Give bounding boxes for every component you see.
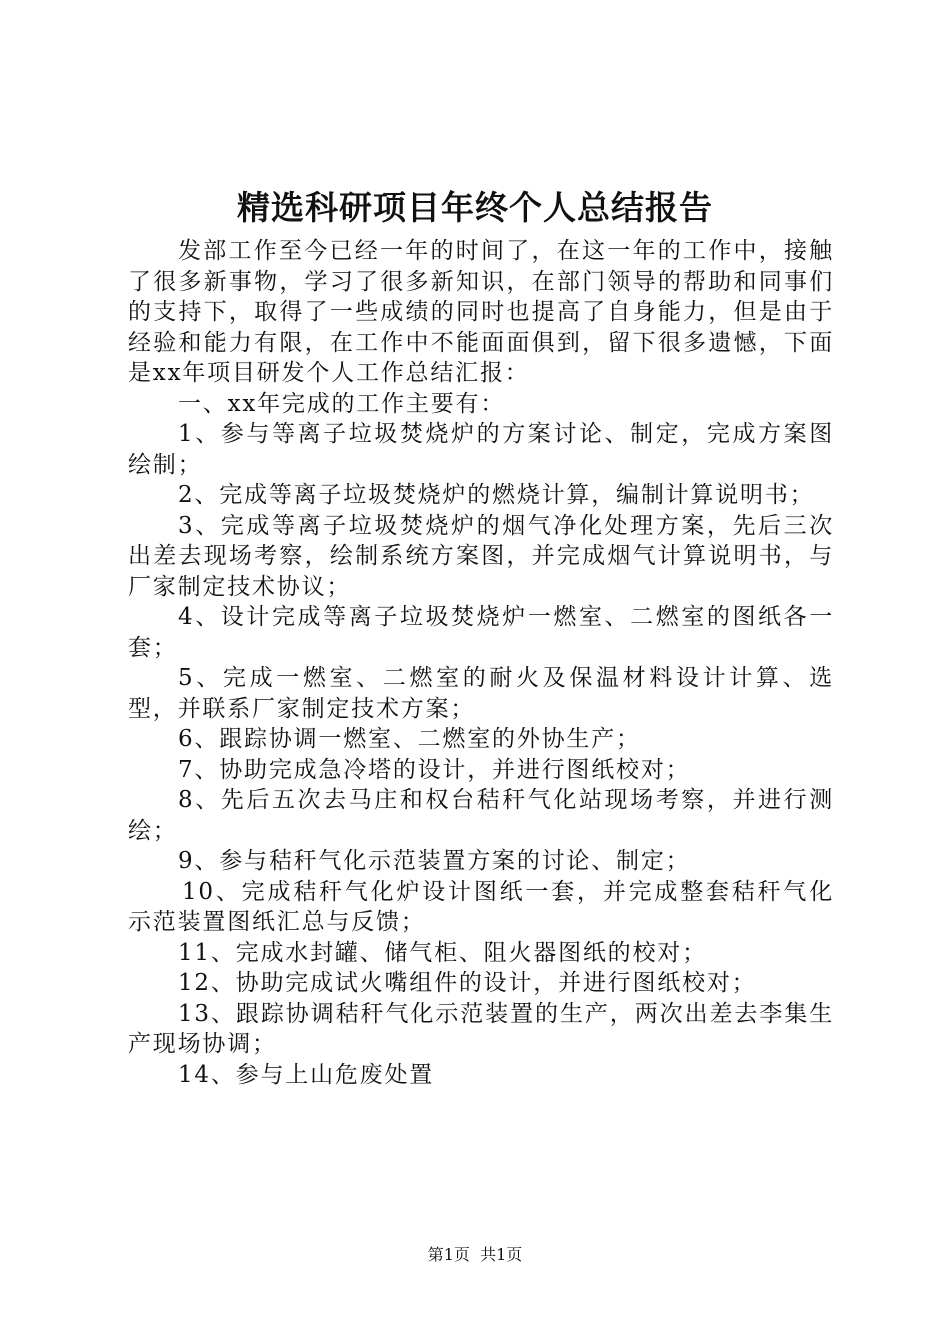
document-title: 精选科研项目年终个人总结报告 <box>237 188 713 227</box>
list-item: 6、跟踪协调一燃室、二燃室的外协生产； <box>178 726 641 752</box>
paragraph-section-heading: 一、xx年完成的工作主要有： <box>178 390 506 417</box>
list-item: 1、参与等离子垃圾焚烧炉的方案讨论、制定，完成方案图绘制； <box>128 421 834 478</box>
list-item: 14、参与上山危废处置 <box>178 1061 435 1088</box>
list-item: 7、协助完成急冷塔的设计，并进行图纸校对； <box>178 756 691 783</box>
list-item: 5、完成一燃室、二燃室的耐火及保温材料设计计算、选型，并联系厂家制定技术方案； <box>128 665 834 722</box>
list-item: 8、先后五次去马庄和权台秸秆气化站现场考察，并进行测绘； <box>128 787 834 844</box>
page-number-label: 第1页 共1页 <box>427 1245 523 1264</box>
page-footer <box>0 1244 950 1266</box>
list-item: 10、完成秸秆气化炉设计图纸一套，并完成整套秸秆气化示范装置图纸汇总与反馈； <box>128 878 834 935</box>
list-item: 3、完成等离子垃圾焚烧炉的烟气净化处理方案，先后三次出差去现场考察，绘制系统方案图，并完成烟气计算说明书，与厂家制定技术协议； <box>128 512 834 600</box>
paragraph-intro: 发部工作至今已经一年的时间了，在这一年的工作中，接触了很多新事物，学习了很多新知识，在部门领导的帮助和同事们的支持下，取得了一些成绩的同时也提高了自身能力，但是由于经验和能力有限，在工作中不能面面俱到，留下很多遗憾，下面是xx年项目研发个人工作总结汇报： <box>128 238 834 386</box>
list-item: 4、设计完成等离子垃圾焚烧炉一燃室、二燃室的图纸各一套； <box>128 604 834 661</box>
list-item: 2、完成等离子垃圾焚烧炉的燃烧计算，编制计算说明书； <box>178 482 815 508</box>
document-body <box>128 236 834 1090</box>
list-item: 12、协助完成试火嘴组件的设计，并进行图纸校对； <box>178 970 757 996</box>
list-item: 11、完成水封罐、储气柜、阻火器图纸的校对； <box>178 939 707 966</box>
list-item: 9、参与秸秆气化示范装置方案的讨论、制定； <box>178 848 691 874</box>
list-item: 13、跟踪协调秸秆气化示范装置的生产，两次出差去李集生产现场协调； <box>128 1000 834 1057</box>
